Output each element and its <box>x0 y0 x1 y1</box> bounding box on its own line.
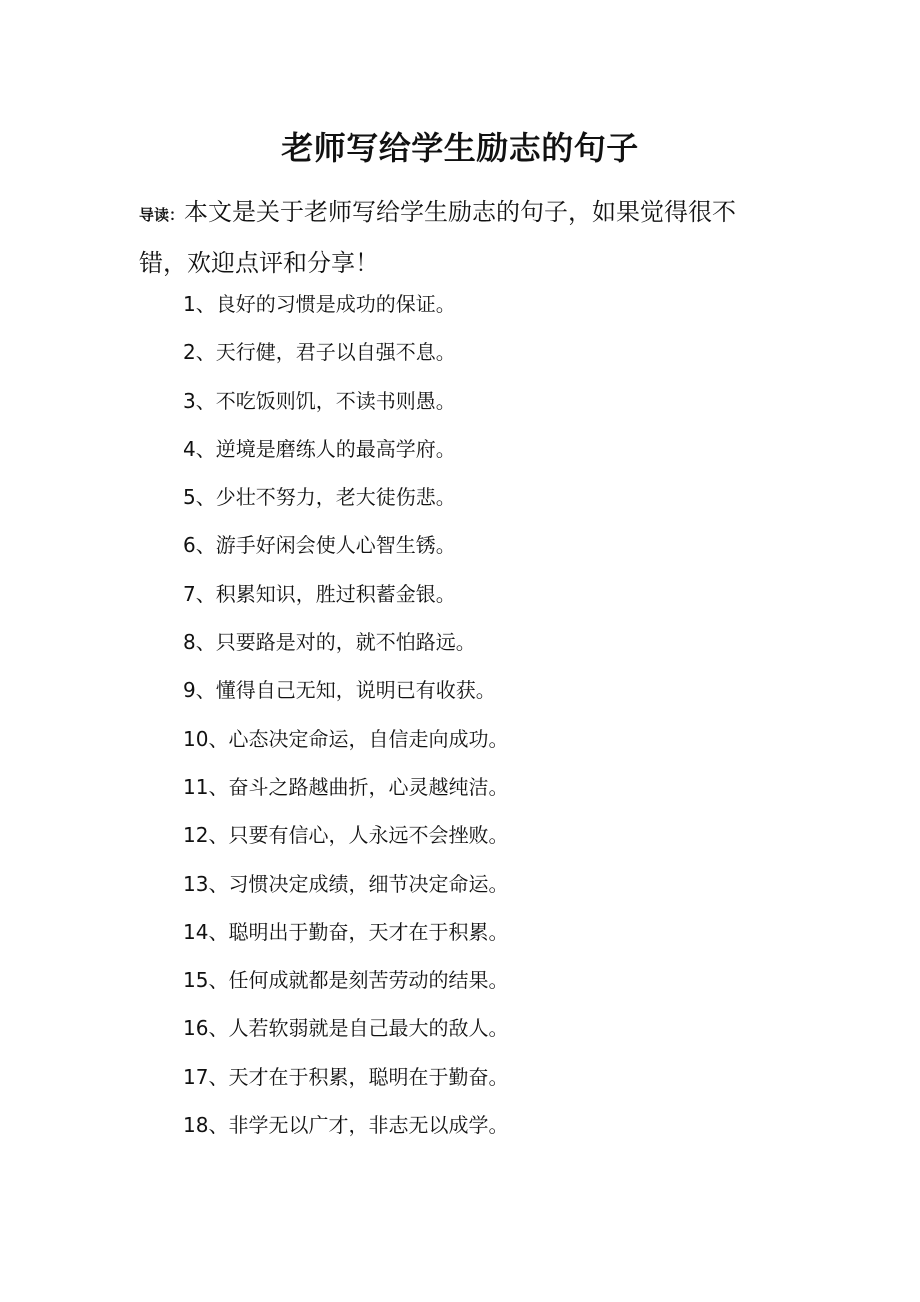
list-item: 9、懂得自己无知，说明已有收获。 <box>183 678 496 703</box>
list-item: 3、不吃饭则饥，不读书则愚。 <box>183 388 456 413</box>
list-item: 6、游手好闲会使人心智生锈。 <box>183 533 456 558</box>
list-item: 8、只要路是对的，就不怕路远。 <box>183 630 476 655</box>
list-item: 14、聪明出于勤奋，天才在于积累。 <box>183 919 509 944</box>
list-item: 7、积累知识，胜过积蓄金银。 <box>183 581 456 606</box>
list-item: 5、少壮不努力，老大徒伤悲。 <box>183 485 456 510</box>
list-item: 2、天行健，君子以自强不息。 <box>183 340 456 365</box>
list-item: 17、天才在于积累，聪明在于勤奋。 <box>183 1064 509 1089</box>
list-item: 12、只要有信心，人永远不会挫败。 <box>183 823 509 848</box>
list-item: 1、良好的习惯是成功的保证。 <box>183 292 456 316</box>
intro-paragraph <box>139 188 769 287</box>
list-item: 15、任何成就都是刻苦劳动的结果。 <box>183 968 509 993</box>
list-item: 11、奋斗之路越曲折，心灵越纯洁。 <box>183 774 509 799</box>
list-item: 10、心态决定命运，自信走向成功。 <box>183 726 509 751</box>
quote-list <box>183 280 508 1149</box>
list-item: 13、习惯决定成绩，细节决定命运。 <box>183 871 509 896</box>
intro-label: 导读： <box>139 206 185 224</box>
list-item: 16、人若软弱就是自己最大的敌人。 <box>183 1016 509 1041</box>
list-item: 4、逆境是磨练人的最高学府。 <box>183 436 456 461</box>
page-title: 老师写给学生励志的句子 <box>281 129 639 167</box>
list-item: 18、非学无以广才，非志无以成学。 <box>183 1113 509 1138</box>
intro-text: 本文是关于老师写给学生励志的句子，如果觉得很不错，欢迎点评和分享！ <box>139 198 737 277</box>
